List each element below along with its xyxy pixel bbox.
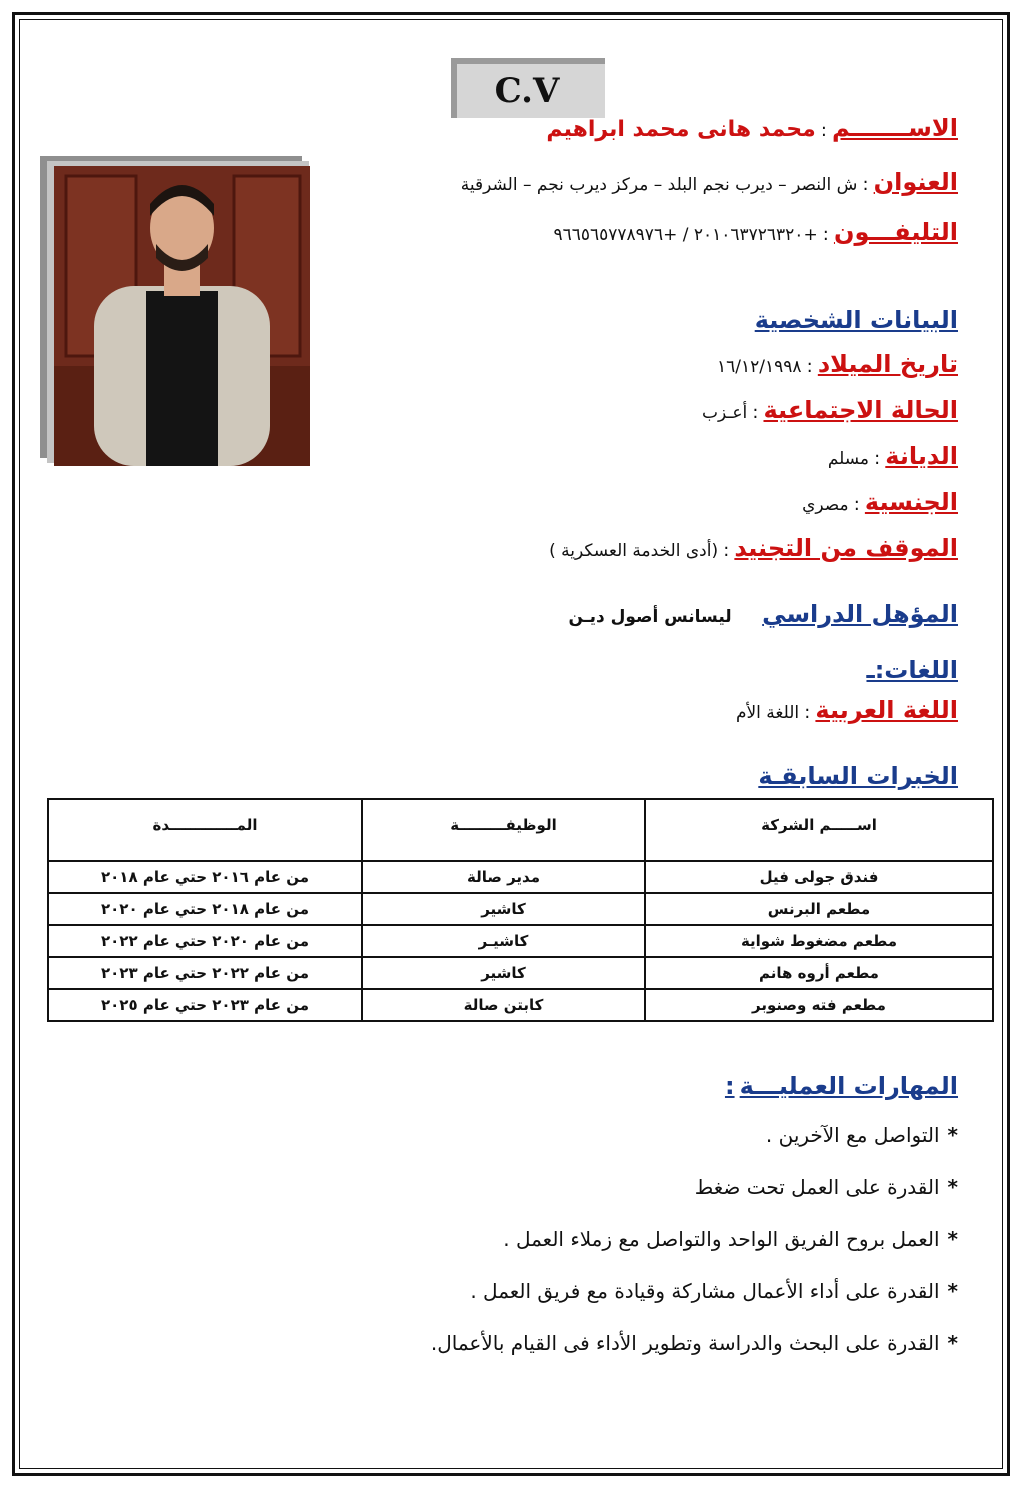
table-row [48,925,993,957]
arabic-separator: : [804,702,811,723]
bullet-icon: * [947,1279,958,1303]
name-separator: : [820,120,827,141]
bullet-icon: * [947,1123,958,1147]
nationality-separator: : [853,494,860,515]
cell-duration: من عام ٢٠٢٣ حتي عام ٢٠٢٥ [48,989,362,1021]
list-item [431,1172,958,1224]
birth-label: تاريخ الميلاد [817,350,958,378]
arabic-value: اللغة الأم [735,703,800,723]
skill-text: القدرة على البحث والدراسة وتطوير الأداء فى القيام بالأعمال. [430,1331,940,1355]
list-item [431,1120,958,1172]
cell-position: كاشيـر [362,925,645,957]
table-row [48,893,993,925]
skills-list [431,1120,958,1380]
address-row [461,168,958,196]
arabic-label: اللغة العربية [815,696,958,724]
name-label: الاســـــــم [832,114,958,142]
experience-heading: الخبرات السابقـة [758,762,958,790]
birth-value: ١٦/١٢/١٩٩٨ [717,357,802,377]
education-label: المؤهل الدراسي [762,600,958,628]
skills-heading-suffix: : [724,1072,735,1100]
personal-heading-row [755,306,958,334]
list-item [431,1328,958,1380]
address-value: ش النصر – ديرب نجم البلد – مركز ديرب نجم – الشرقية [460,175,858,195]
experience-table [47,798,994,1022]
nationality-row [802,488,958,516]
military-label: الموقف من التجنيد [734,534,958,562]
address-separator: : [862,174,869,195]
marital-row [702,396,958,424]
table-header-row [48,799,993,861]
military-separator: : [723,540,730,561]
education-row [569,600,958,628]
list-item [431,1224,958,1276]
marital-value: أعـزب [701,403,748,423]
nationality-label: الجنسية [864,488,958,516]
languages-heading: اللغات:ـ [866,656,958,684]
education-value: ليسانس أصول ديـن [568,607,732,627]
cell-position: كاشير [362,893,645,925]
column-duration: المـــــــــــــدة [48,799,362,861]
cell-company: مطعم مضغوط شواية [645,925,993,957]
name-row [546,114,958,142]
religion-value: مسلم [827,449,870,469]
marital-label: الحالة الاجتماعية [763,396,958,424]
skill-text: القدرة على العمل تحت ضغط [694,1175,940,1199]
cell-position: مدير صالة [362,861,645,893]
cell-duration: من عام ٢٠٢٢ حتي عام ٢٠٢٣ [48,957,362,989]
religion-row [828,442,958,470]
experience-heading-row [758,762,958,790]
column-position: الوظيفـــــــــة [362,799,645,861]
phone-label: التليفـــون [833,218,958,246]
phone-separator: : [822,224,829,245]
bullet-icon: * [947,1331,958,1355]
name-value: محمد هانى محمد ابراهيم [546,117,816,142]
phone-row [554,218,959,246]
skills-heading: المهارات العمليـــة [739,1072,958,1100]
skills-heading-row [725,1072,958,1100]
marital-separator: : [752,402,759,423]
cell-company: مطعم البرنس [645,893,993,925]
column-company: اســـــم الشركة [645,799,993,861]
address-label: العنوان [873,168,958,196]
cell-position: كابتن صالة [362,989,645,1021]
birth-separator: : [806,356,813,377]
cell-company: مطعم فته وصنوبر [645,989,993,1021]
birth-row [717,350,958,378]
skill-text: العمل بروح الفريق الواحد والتواصل مع زملاء العمل . [503,1227,940,1251]
languages-heading-row [866,656,958,684]
cell-duration: من عام ٢٠١٨ حتي عام ٢٠٢٠ [48,893,362,925]
cell-duration: من عام ٢٠١٦ حتي عام ٢٠١٨ [48,861,362,893]
religion-label: الديانة [885,442,958,470]
table-row [48,861,993,893]
cv-title: C.V [494,71,560,111]
cell-company: فندق جولى فيل [645,861,993,893]
profile-photo [54,166,310,466]
bullet-icon: * [947,1227,958,1251]
skill-text: التواصل مع الآخرين . [765,1123,940,1147]
cell-company: مطعم أروه هانم [645,957,993,989]
list-item [431,1276,958,1328]
nationality-value: مصري [802,495,849,515]
table-row [48,989,993,1021]
cell-duration: من عام ٢٠٢٠ حتي عام ٢٠٢٢ [48,925,362,957]
personal-heading: البيانات الشخصية [754,306,958,334]
arabic-row [736,696,958,724]
phone-value: +٢٠١٠٦٣٧٢٦٣٢٠ / +٩٦٦٥٦٥٧٧٨٩٧٦ [553,225,818,245]
cell-position: كاشير [362,957,645,989]
military-row [549,534,958,562]
bullet-icon: * [947,1175,958,1199]
skill-text: القدرة على أداء الأعمال مشاركة وقيادة مع فريق العمل . [470,1279,940,1303]
table-row [48,957,993,989]
military-value: (أدى الخدمة العسكرية ) [549,541,719,561]
religion-separator: : [874,448,881,469]
